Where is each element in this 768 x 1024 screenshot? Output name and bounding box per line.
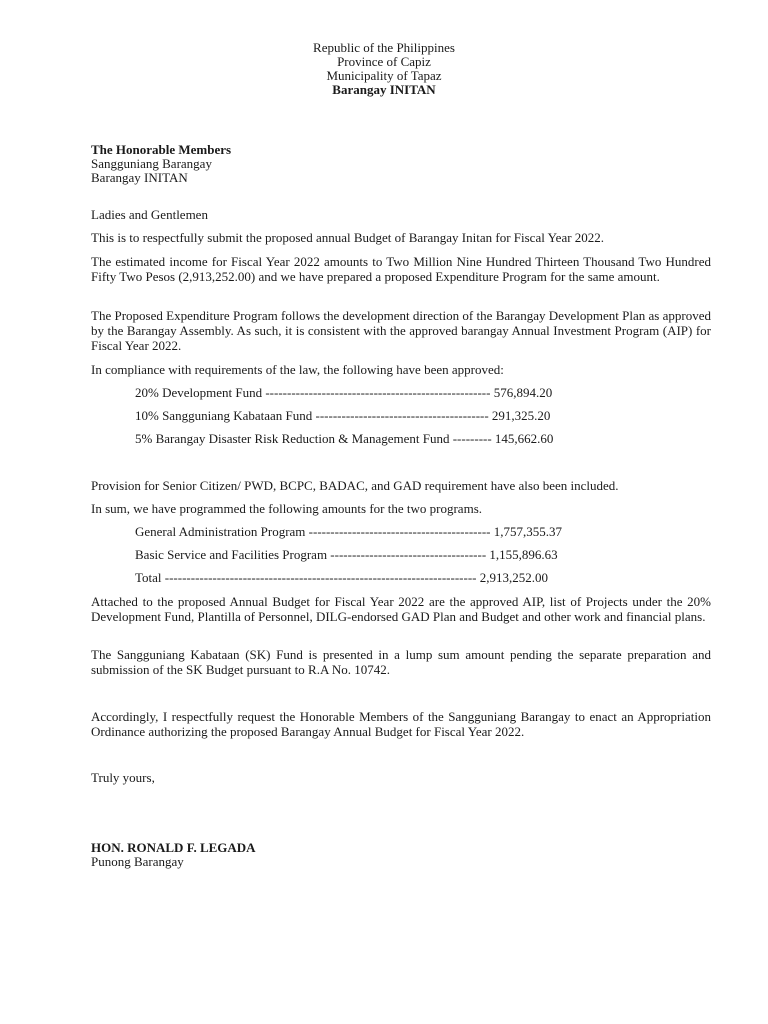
paragraph-sk-fund: The Sangguniang Kabataan (SK) Fund is presented in a lump sum amount pending the separate preparation and submission of the SK Budget pursuant to R.A No. 10742. [91, 647, 711, 677]
header-republic: Republic of the Philippines [313, 40, 455, 55]
addressee-council: Sangguniang Barangay [91, 156, 212, 171]
fund-development: 20% Development Fund ---------------------------------------------------- 576,894.20 [135, 385, 553, 400]
addressee-barangay: Barangay INITAN [91, 170, 188, 185]
program-basic-service: Basic Service and Facilities Program ------------------------------------ 1,155,896.63 [135, 547, 558, 562]
paragraph-request: Accordingly, I respectfully request the Honorable Members of the Sangguniang Barangay to enact an Appropriation Ordinance authorizing the proposed Barangay Annual Budget for Fiscal Year 2022. [91, 709, 711, 739]
salutation: Ladies and Gentlemen [91, 207, 208, 222]
paragraph-submission: This is to respectfully submit the proposed annual Budget of Barangay Initan for Fiscal Year 2022. [91, 230, 605, 245]
paragraph-provision: Provision for Senior Citizen/ PWD, BCPC, BADAC, and GAD requirement have also been included. [91, 478, 619, 493]
closing: Truly yours, [91, 770, 155, 785]
header-municipality: Municipality of Tapaz [326, 68, 442, 83]
header-barangay: Barangay INITAN [332, 82, 436, 97]
paragraph-attachments: Attached to the proposed Annual Budget for Fiscal Year 2022 are the approved AIP, list of Projects under the 20% Development Fund, Plantilla of Personnel, DILG-endorsed GAD Plan and Budget and other work and financial plans. [91, 594, 711, 624]
fund-sk: 10% Sangguniang Kabataan Fund ---------------------------------------- 291,325.20 [135, 408, 551, 423]
paragraph-income: The estimated income for Fiscal Year 2022 amounts to Two Million Nine Hundred Thirteen Thousand Two Hundred Fifty Two Pesos (2,913,252.00) and we have prepared a proposed Expenditure Program for the same amount. [91, 254, 711, 284]
program-total: Total ------------------------------------------------------------------------ 2,913,252.00 [135, 570, 548, 585]
signatory-name: HON. RONALD F. LEGADA [91, 840, 256, 855]
paragraph-expenditure: The Proposed Expenditure Program follows the development direction of the Barangay Development Plan as approved by the Barangay Assembly. As such, it is consistent with the approved barangay Annual Investment Program (AIP) for Fiscal Year 2022. [91, 308, 711, 353]
header-province: Province of Capiz [337, 54, 431, 69]
paragraph-in-sum: In sum, we have programmed the following amounts for the two programs. [91, 501, 482, 516]
addressee-title: The Honorable Members [91, 142, 232, 157]
paragraph-compliance: In compliance with requirements of the law, the following have been approved: [91, 362, 504, 377]
program-general-admin: General Administration Program ------------------------------------------ 1,757,355.37 [135, 524, 562, 539]
signatory-title: Punong Barangay [91, 854, 184, 869]
fund-drrm: 5% Barangay Disaster Risk Reduction & Management Fund --------- 145,662.60 [135, 431, 554, 446]
